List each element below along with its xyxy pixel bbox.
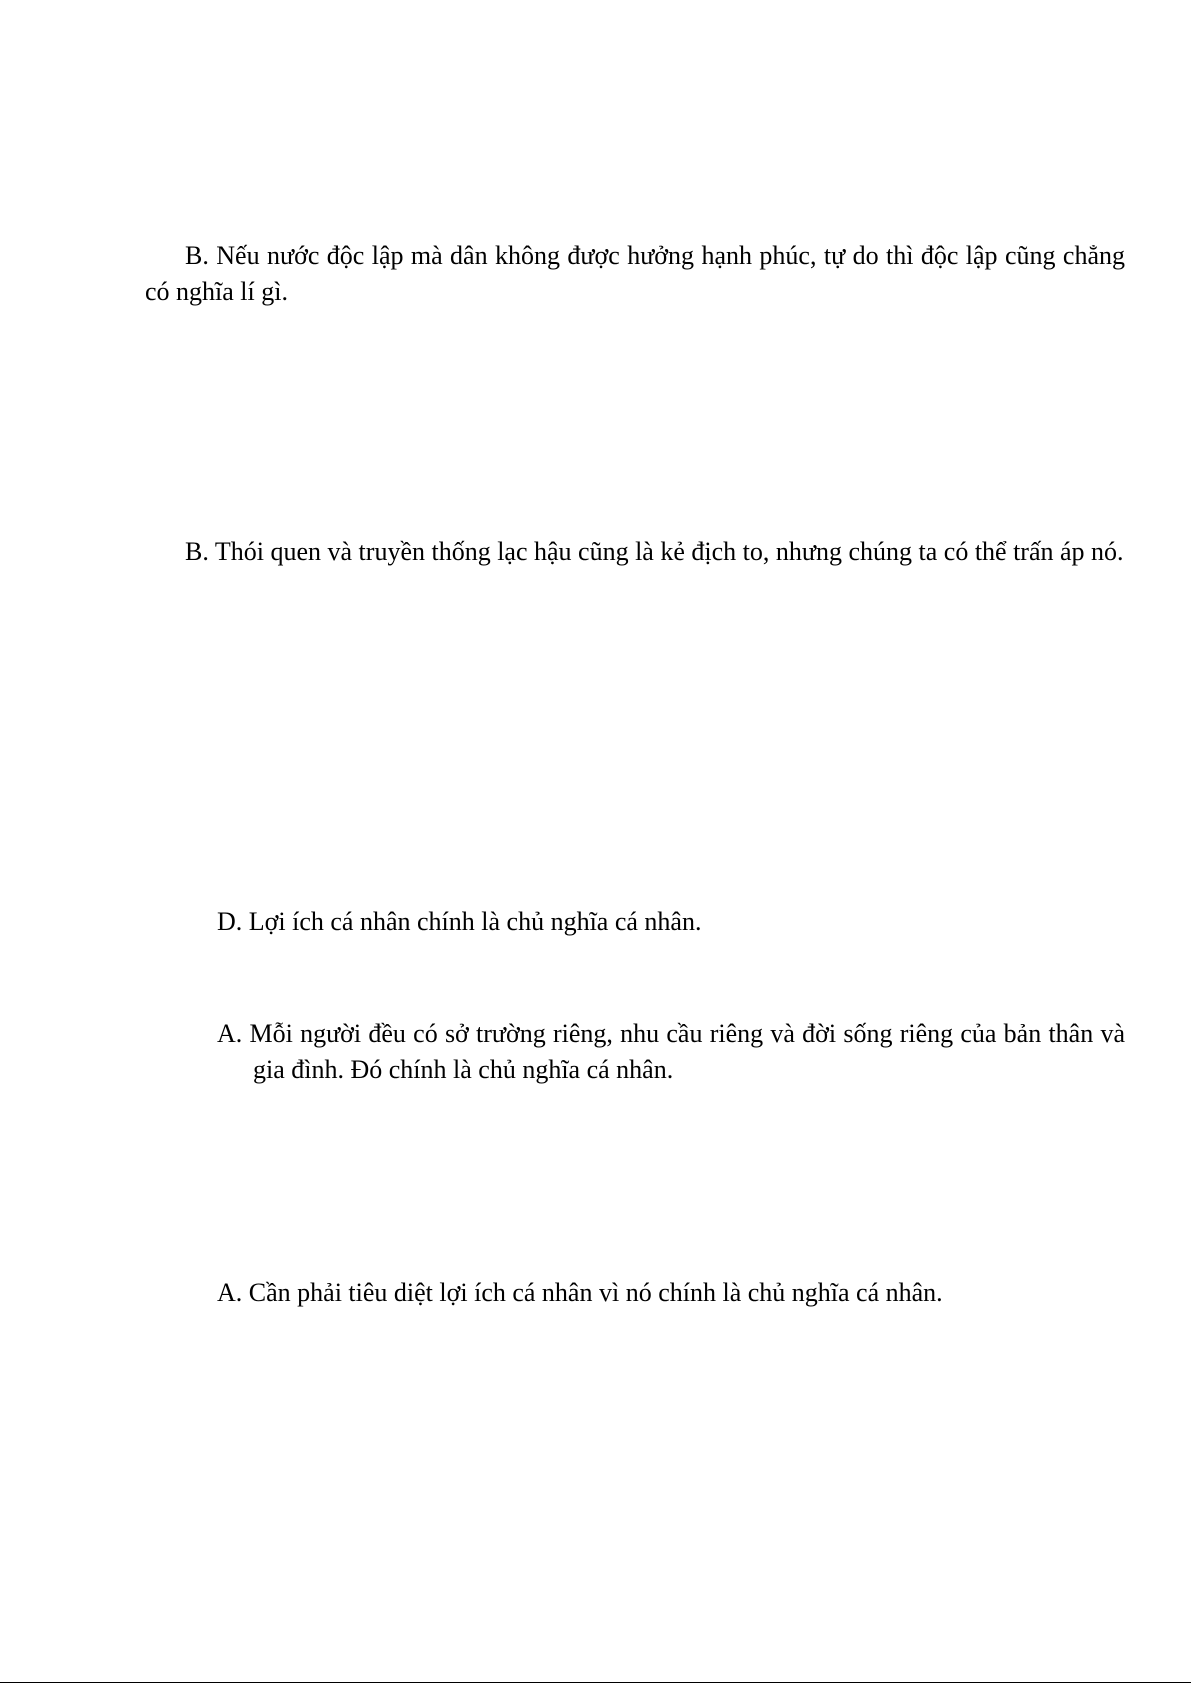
footer-rule <box>0 1682 1191 1683</box>
answer-paragraph-independence: B. Nếu nước độc lập mà dân không được hưởng hạnh phúc, tự do thì độc lập cũng chẳng có nghĩa lí gì. <box>145 241 1125 306</box>
answer-paragraph-habits-tradition: B. Thói quen và truyền thống lạc hậu cũng là kẻ địch to, nhưng chúng ta có thể trấn áp nó. <box>185 537 1124 566</box>
answer-option-d-personal-interest: D. Lợi ích cá nhân chính là chủ nghĩa cá nhân. <box>217 907 702 936</box>
answer-option-a-individual-needs: A. Mỗi người đều có sở trường riêng, nhu cầu riêng và đời sống riêng của bản thân và gia đình. Đó chính là chủ nghĩa cá nhân. <box>217 1019 1125 1084</box>
answer-option-a-eliminate-interest: A. Cần phải tiêu diệt lợi ích cá nhân vì nó chính là chủ nghĩa cá nhân. <box>217 1278 943 1307</box>
